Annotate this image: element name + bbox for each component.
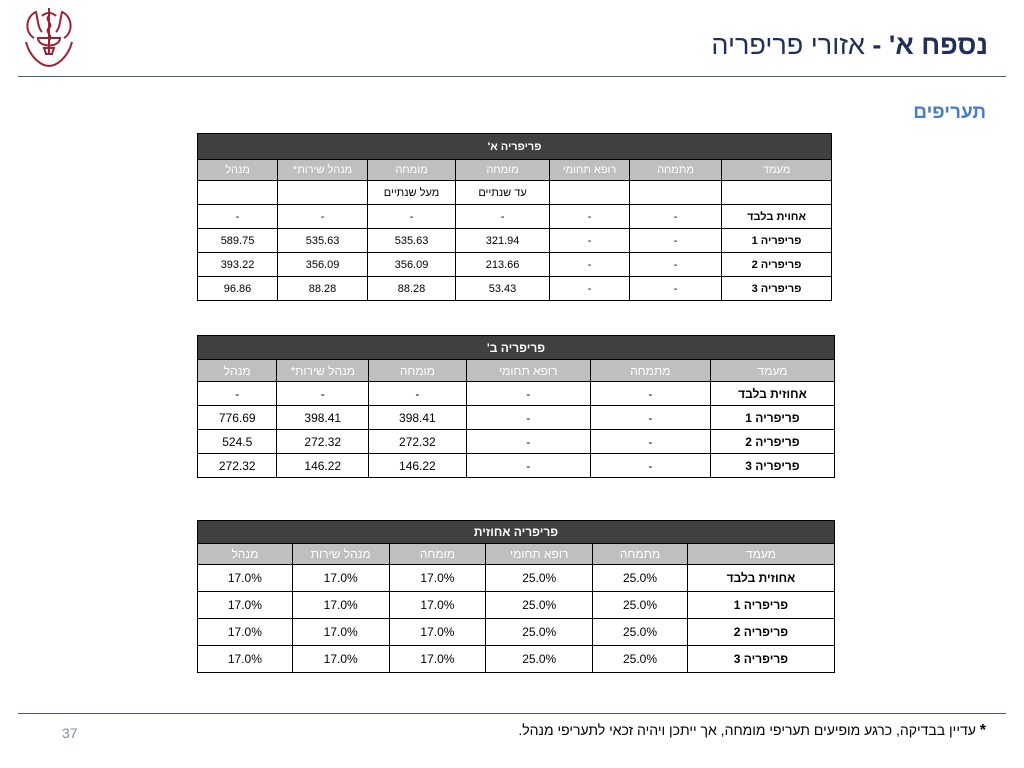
table-row: [198, 277, 832, 301]
table-header-row: [198, 544, 835, 565]
table-cell: 17.0%: [292, 565, 389, 592]
column-header: מנהל שירות: [292, 544, 389, 565]
table-caption: פריפריה אחוזית: [198, 521, 835, 544]
column-header: מעמד: [687, 544, 834, 565]
table-cell: 356.09: [278, 253, 368, 277]
table-cell: 17.0%: [389, 565, 486, 592]
column-header: רופא תחומי: [466, 360, 590, 382]
table-cell: -: [630, 253, 722, 277]
table-row: [198, 454, 835, 478]
table-cell: -: [550, 253, 630, 277]
table-row: [198, 646, 835, 673]
table-cell: 25.0%: [593, 592, 688, 619]
column-header: מעמד: [710, 360, 834, 382]
subheader-cell: [630, 181, 722, 205]
table-cell: -: [466, 430, 590, 454]
table-cell: 17.0%: [292, 646, 389, 673]
table-cell: 25.0%: [486, 565, 593, 592]
table-cell: 17.0%: [389, 592, 486, 619]
column-header: מנהל שירות*: [278, 160, 368, 181]
column-header: מומחה: [368, 160, 456, 181]
column-header: רופא תחומי: [486, 544, 593, 565]
column-header: מתמחה: [630, 160, 722, 181]
table-cell: 524.5: [198, 430, 277, 454]
table-cell: -: [630, 229, 722, 253]
table-cell: 53.43: [456, 277, 550, 301]
subheader-cell: עד שנתיים: [456, 181, 550, 205]
table-cell: 17.0%: [389, 619, 486, 646]
table-cell: 321.94: [456, 229, 550, 253]
table-cell: 146.22: [369, 454, 467, 478]
subheader-cell: [198, 181, 278, 205]
title-rest: אזורי פריפריה: [711, 30, 865, 60]
row-label: פריפריה 3: [722, 277, 832, 301]
table-cell: -: [466, 454, 590, 478]
subheader-cell: [278, 181, 368, 205]
table-cell: -: [456, 205, 550, 229]
table-cell: 88.28: [368, 277, 456, 301]
table-row: [198, 592, 835, 619]
top-divider: [18, 76, 1006, 77]
row-label: פריפריה 2: [722, 253, 832, 277]
column-header: מעמד: [722, 160, 832, 181]
table-cell: 776.69: [198, 406, 277, 430]
table-cell: 25.0%: [486, 592, 593, 619]
table-row: [198, 382, 835, 406]
table-cell: 25.0%: [486, 646, 593, 673]
table-cell: -: [369, 382, 467, 406]
table-cell: -: [368, 205, 456, 229]
page-number: 37: [62, 725, 78, 741]
table-cell: 25.0%: [593, 565, 688, 592]
row-label: פריפריה 3: [710, 454, 834, 478]
organization-logo: [16, 2, 82, 72]
column-header: מתמחה: [590, 360, 710, 382]
footnote-text: עדיין בבדיקה, כרגע מופיעים תעריפי מומחה, אך ייתכן ויהיה זכאי לתעריפי מנהל.: [518, 722, 976, 738]
table-row: [198, 565, 835, 592]
table-cell: 17.0%: [198, 592, 293, 619]
row-label: פריפריה 1: [687, 592, 834, 619]
table-cell: -: [550, 205, 630, 229]
column-header: מנהל: [198, 160, 278, 181]
table-cell: 393.22: [198, 253, 278, 277]
table-cell: -: [550, 277, 630, 301]
table-cell: 17.0%: [292, 592, 389, 619]
table-row: [198, 406, 835, 430]
row-label: אחוזית בלבד: [687, 565, 834, 592]
table-row: [198, 205, 832, 229]
table-subheader-row: [198, 181, 832, 205]
column-header: מנהל שירות*: [277, 360, 369, 382]
row-label: אחוזית בלבד: [710, 382, 834, 406]
table-cell: 398.41: [369, 406, 467, 430]
row-label: פריפריה 2: [687, 619, 834, 646]
column-header: מומחה: [369, 360, 467, 382]
row-label: פריפריה 2: [710, 430, 834, 454]
table-cell: 25.0%: [593, 619, 688, 646]
rates-table-periphery-b: [197, 335, 835, 478]
table-cell: -: [466, 406, 590, 430]
table-cell: -: [590, 454, 710, 478]
table-cell: 356.09: [368, 253, 456, 277]
table-cell: -: [278, 205, 368, 229]
table-cell: 535.63: [368, 229, 456, 253]
table-cell: 25.0%: [486, 619, 593, 646]
table-cell: -: [630, 205, 722, 229]
table-cell: 398.41: [277, 406, 369, 430]
table-cell: 17.0%: [198, 619, 293, 646]
table-cell: 213.66: [456, 253, 550, 277]
table-caption: פריפריה א': [198, 134, 832, 160]
emblem-icon: [16, 2, 82, 72]
row-label: פריפריה 3: [687, 646, 834, 673]
column-header: מנהל: [198, 360, 277, 382]
table-cell: 146.22: [277, 454, 369, 478]
table-cell: -: [590, 430, 710, 454]
column-header: מומחה: [389, 544, 486, 565]
table-cell: -: [277, 382, 369, 406]
table-header-row: [198, 160, 832, 181]
subheader-cell: [550, 181, 630, 205]
table-cell: 17.0%: [292, 619, 389, 646]
table-cell: -: [630, 277, 722, 301]
table-cell: 88.28: [278, 277, 368, 301]
table-row: [198, 619, 835, 646]
rates-table-periphery-percent: [197, 520, 835, 673]
table-cell: -: [198, 382, 277, 406]
column-header: רופא תחומי: [550, 160, 630, 181]
table-row: [198, 253, 832, 277]
table-cell: 535.63: [278, 229, 368, 253]
row-label: אחוית בלבד: [722, 205, 832, 229]
table-cell: 272.32: [369, 430, 467, 454]
rates-table-periphery-a: [197, 133, 832, 301]
column-header: מומחה: [456, 160, 550, 181]
table-cell: -: [590, 406, 710, 430]
table-cell: 17.0%: [389, 646, 486, 673]
table-cell: 272.32: [198, 454, 277, 478]
table-cell: 17.0%: [198, 646, 293, 673]
table-cell: -: [550, 229, 630, 253]
table-cell: -: [198, 205, 278, 229]
column-header: מתמחה: [593, 544, 688, 565]
table-cell: -: [590, 382, 710, 406]
table-cell: 589.75: [198, 229, 278, 253]
table-cell: 272.32: [277, 430, 369, 454]
footnote: [518, 722, 986, 740]
table-header-row: [198, 360, 835, 382]
slide-title: [711, 30, 988, 61]
table-row: [198, 229, 832, 253]
column-header: מנהל: [198, 544, 293, 565]
table-cell: 96.86: [198, 277, 278, 301]
subheader-cell: מעל שנתיים: [368, 181, 456, 205]
row-label: פריפריה 1: [722, 229, 832, 253]
bottom-divider: [18, 713, 1006, 714]
row-label: פריפריה 1: [710, 406, 834, 430]
footnote-marker: *: [979, 722, 986, 739]
table-cell: 17.0%: [198, 565, 293, 592]
table-row: [198, 430, 835, 454]
section-title: תעריפים: [913, 102, 986, 123]
table-cell: 25.0%: [593, 646, 688, 673]
table-cell: -: [466, 382, 590, 406]
table-caption: פריפריה ב': [198, 336, 835, 360]
subheader-cell: [722, 181, 832, 205]
title-bold: נספח א' -: [872, 30, 988, 60]
